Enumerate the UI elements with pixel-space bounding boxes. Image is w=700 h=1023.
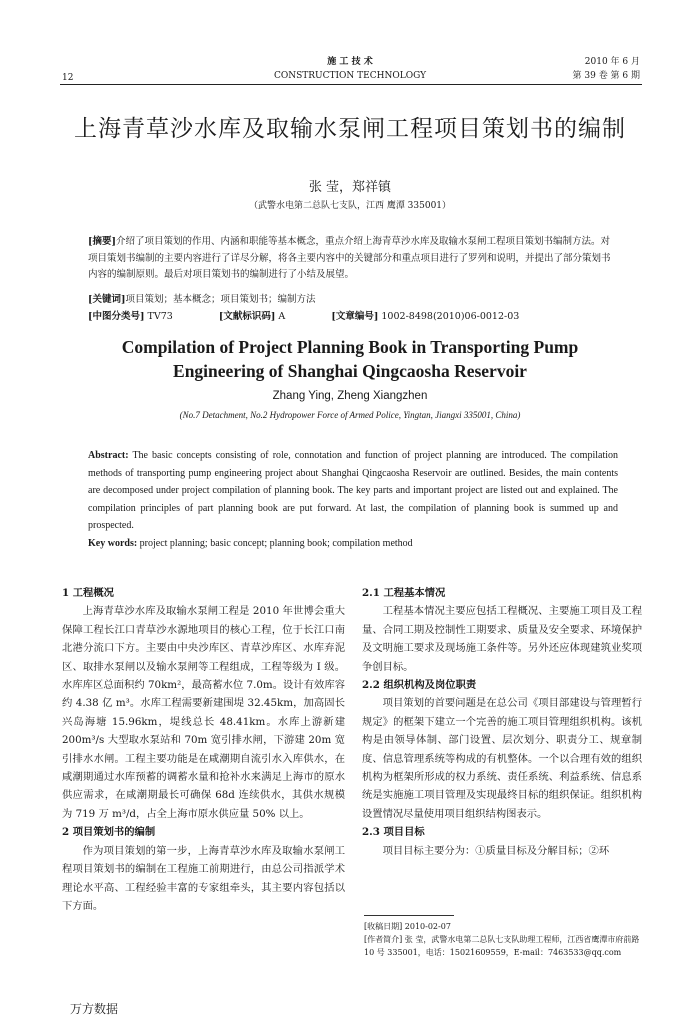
affiliation-cn: （武警水电第二总队七支队，江西 鹰潭 335001） [248, 201, 452, 211]
title-cn: 上海青草沙水库及取输水泵闸工程项目策划书的编制 [74, 116, 626, 142]
body-right-column [362, 584, 642, 860]
footnote-rule [364, 915, 454, 916]
section-2-text: 作为项目策划的第一步，上海青草沙水库及取输水泵闸工程项目策划书的编制在工程施工前期进行，由总公司指派学术理论水平高、工程经验丰富的专家组牵头，其主要内容包括以下方面。 [62, 844, 345, 912]
authors-en: Zhang Ying, Zheng Xiangzhen [272, 390, 428, 402]
affiliation-en: (No.7 Detachment, No.2 Hydropower Force of Armed Police, Yingtan, Jiangxi 335001, China) [179, 410, 521, 420]
journal-name-cn: 施 工 技 术 [327, 57, 373, 67]
abstract-en-text: The basic concepts consisting of role, connotation and function of project planning are introduced. The compilation methods of transporting pump engineering project about Shanghai Qingcaosha Reservoir are outlined. Besides, the main contents are decomposed under project compilation of planning book. The key parts and important project are listed out and explained. The compilation principles of part planning book are put forward. At last, the compilation of planning book is summed up and prospected. [88, 450, 618, 531]
abstract-en-label: Abstract: [88, 450, 129, 461]
header-rule [60, 84, 642, 85]
page-number: 12 [62, 73, 74, 83]
abstract-en [88, 447, 618, 552]
section-2-3-heading: 2.3 项目目标 [362, 826, 425, 839]
section-2-1-text: 工程基本情况主要应包括工程概况、主要施工项目及工程量、合同工期及控制性工期要求、质量及安全要求、环境保护及文明施工要求及现场施工条件等。另外还应体现建筑业奖项争创目标。 [362, 605, 642, 673]
body-left-column [62, 584, 345, 915]
section-2-3-text: 项目目标主要分为：①质量目标及分解目标；②环 [382, 844, 610, 857]
footnote-received: [收稿日期] 2010-02-07 [364, 922, 451, 931]
classification-line [88, 309, 618, 326]
abstract-cn [88, 234, 618, 284]
clc-label: [中图分类号] [88, 311, 145, 322]
section-2-1-heading: 2.1 工程基本情况 [362, 587, 446, 599]
title-en [40, 335, 660, 383]
article-no-label: [文章编号] [331, 311, 379, 322]
keywords-en-label: Key words: [88, 537, 138, 549]
journal-name-en: CONSTRUCTION TECHNOLOGY [273, 71, 427, 81]
doc-code-value: A [278, 311, 286, 322]
section-2-heading: 2 项目策划书的编制 [62, 826, 156, 839]
section-2-2-text: 项目策划的首要问题是在总公司《项目部建设与管理暂行规定》的框架下建立一个完善的施工项目管理组织机构。该机构是由领导体制、部门设置、层次划分、职责分工、规章制度、信息管理系统等构成的有机整体。一个以合理有效的组织机构为框架所形成的权力系统、责任系统、利益系统、信息系统是实施施工项目管理及实现最终目标的组织保证。组织机构设置情况尽量使用项目组织结构图表示。 [362, 697, 642, 820]
section-1-text: 上海青草沙水库及取输水泵闸工程是 2010 年世博会重大保障工程长江口青草沙水源地项目的核心工程，位于长江口南北港分流口下方。主要由中央沙库区、青草沙库区、水库弃泥区、取排水泵闸以及输水泵闸等工程组成，工程等级为 I 级。水库库区总面积约 70km²，最高蓄水位 7.0m。设计有效库容约 4.38 亿 m³。水库工程需要新建围堤 32.45km，加高固长兴岛海塘 15.96km，堤线总长 48.41km。水库上游新建 200m³/s 大型取水泵站和 70m 宽引排水闸，下游建 20m 宽引排水水闸。工程主要功能是在咸潮期自流引水入库供水，在咸潮期通过水库预蓄的调蓄水量和抢补水来满足上海市的原水供应需求，在咸潮期最长可确保 68d 连续供水，其供水规模为 719 万 m³/d，占全上海市原水供应量 50% 以上。 [62, 605, 345, 820]
keywords-cn-label: [关键词] [88, 294, 126, 305]
authors-cn: 张 莹，郑祥镇 [308, 180, 392, 195]
article-no-value: 1002-8498(2010)06-0012-03 [381, 311, 520, 322]
footnote [364, 920, 642, 959]
watermark: 万方数据 [70, 1002, 119, 1016]
keywords-en-text: project planning; basic concept; planning book; compilation method [139, 537, 413, 549]
section-2-2-heading: 2.2 组织机构及岗位职责 [362, 679, 477, 692]
keywords-cn-text: 项目策划；基本概念；项目策划书；编制方法 [125, 294, 316, 305]
doc-code-label: [文献标识码] [218, 311, 276, 322]
clc-value: TV73 [147, 311, 173, 322]
footnote-author: [作者简介] 张 莹，武警水电第二总队七支队助理工程师，江西省鹰潭市府前路 10 号 335001，电话：15021609559，E-mail：7463533@qq.com [364, 935, 640, 957]
keywords-cn [88, 292, 618, 309]
abstract-cn-text: 介绍了项目策划的作用、内涵和职能等基本概念，重点介绍上海青草沙水库及取输水泵闸工程项目策划书编制方法。对项目策划书编制的主要内容进行了详尽分解，将各主要内容中的关键部分和重点项目进行了罗列和说明，并提出了部分策划书内容的编制原则。最后对项目策划书的编制进行了小结及展望。 [88, 236, 611, 280]
title-en-line-2: Engineering of Shanghai Qingcaosha Reservoir [173, 361, 527, 381]
section-1-heading: 1 工程概况 [62, 587, 114, 599]
abstract-cn-label: [摘要] [88, 236, 116, 247]
issue-date: 2010 年 6 月 [584, 57, 640, 67]
title-en-line-1: Compilation of Project Planning Book in Transporting Pump [121, 337, 579, 357]
volume-issue: 第 39 卷 第 6 期 [572, 71, 640, 81]
